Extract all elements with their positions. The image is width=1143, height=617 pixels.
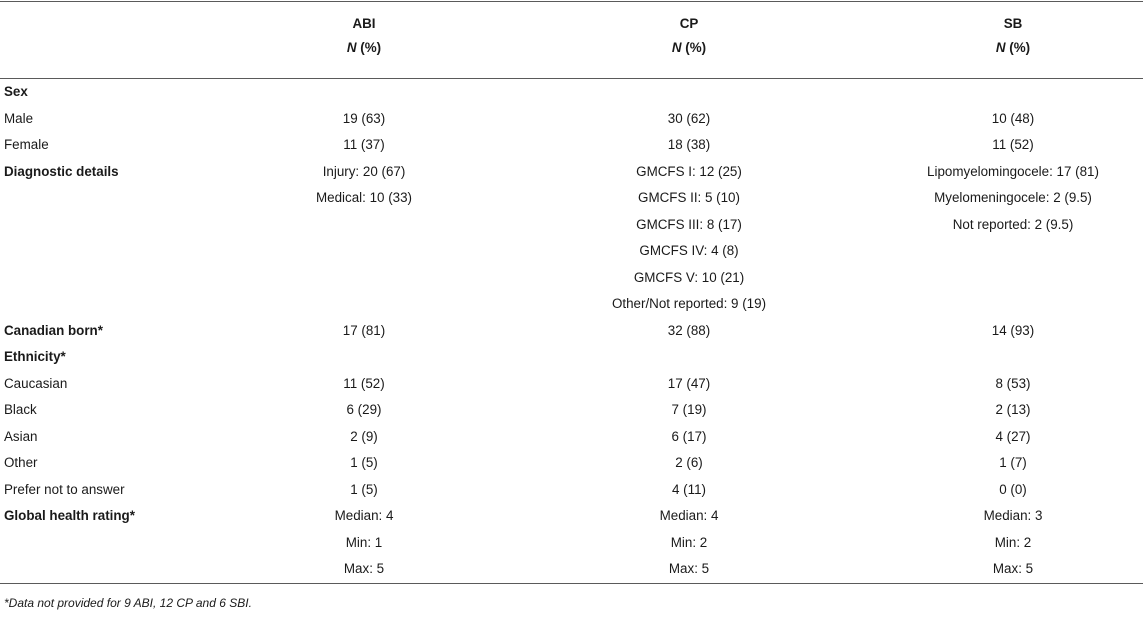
table-header-rule — [0, 78, 1143, 79]
table-cell: 6 (29) — [346, 402, 382, 417]
table-cell: 2 (13) — [995, 402, 1031, 417]
table-cell: GMCFS II: 5 (10) — [638, 190, 740, 205]
row-label: Canadian born* — [4, 322, 103, 338]
table-cell: 10 (48) — [991, 110, 1035, 126]
subheader-percent: (%) — [356, 40, 382, 55]
table-row — [0, 137, 1143, 164]
table-row — [0, 217, 1143, 244]
table-cell: GMCFS IV: 4 (8) — [639, 243, 739, 258]
row-label: Black — [4, 402, 37, 417]
table-cell: 30 (62) — [667, 110, 711, 126]
row-label: Other — [4, 455, 38, 470]
table-row — [0, 243, 1143, 270]
table-cell: 7 (19) — [671, 402, 707, 417]
table-row — [0, 402, 1143, 429]
table-cell: 1 (5) — [350, 481, 378, 497]
table-row — [0, 349, 1143, 376]
row-label: Female — [4, 137, 49, 152]
column-subheader-cp — [672, 40, 706, 55]
row-label: Ethnicity* — [4, 349, 66, 364]
column-subheader-abi — [347, 40, 381, 55]
table-cell: Medical: 10 (33) — [315, 190, 413, 205]
table-cell: 19 (63) — [342, 110, 386, 126]
table-cell: Median: 3 — [983, 508, 1043, 523]
table-cell: Max: 5 — [668, 561, 710, 576]
table-cell: Min: 1 — [345, 534, 383, 550]
table-cell: 32 (88) — [667, 322, 711, 338]
table-cell: 8 (53) — [995, 375, 1031, 391]
table-cell: 2 (9) — [350, 428, 378, 444]
table-row — [0, 323, 1143, 350]
table-cell: 2 (6) — [675, 455, 703, 470]
table-row — [0, 190, 1143, 217]
subheader-n: N — [671, 40, 682, 55]
table-cell: Min: 2 — [670, 534, 708, 550]
table-cell: 17 (47) — [667, 375, 711, 391]
table-cell: 17 (81) — [342, 322, 386, 338]
column-header-sb: SB — [1003, 16, 1023, 31]
column-header-cp: CP — [679, 16, 699, 31]
table-cell: Median: 4 — [659, 508, 719, 523]
table-cell: 18 (38) — [667, 137, 711, 152]
table-cell: 4 (11) — [672, 481, 706, 497]
row-label: Asian — [4, 428, 38, 444]
table-row — [0, 455, 1143, 482]
table-cell: Lipomyelomingocele: 17 (81) — [927, 163, 1099, 179]
table-cell: Myelomeningocele: 2 (9.5) — [934, 190, 1092, 205]
table-row — [0, 508, 1143, 535]
table-cell: Injury: 20 (67) — [322, 163, 406, 179]
table-cell: 0 (0) — [999, 481, 1027, 497]
subheader-percent: (%) — [681, 40, 707, 55]
row-label: Prefer not to answer — [4, 481, 125, 497]
column-subheader-sb — [996, 40, 1030, 55]
table-row — [0, 111, 1143, 138]
table-cell: Min: 2 — [994, 534, 1032, 550]
table-cell: Max: 5 — [992, 561, 1034, 576]
table-cell: GMCFS I: 12 (25) — [636, 163, 742, 179]
subheader-n: N — [346, 40, 357, 55]
table-row — [0, 376, 1143, 403]
table-cell: 11 (52) — [343, 375, 385, 391]
table-cell: 11 (37) — [343, 137, 385, 152]
table-cell: Not reported: 2 (9.5) — [952, 216, 1074, 232]
table-bottom-rule — [0, 583, 1143, 584]
row-label: Global health rating* — [4, 508, 135, 523]
table-cell: 6 (17) — [671, 428, 707, 444]
table-cell: Median: 4 — [334, 508, 394, 523]
table-cell: 4 (27) — [995, 428, 1031, 444]
table-row — [0, 535, 1143, 562]
table-cell: Max: 5 — [343, 561, 385, 576]
table-row — [0, 270, 1143, 297]
table-footnote: *Data not provided for 9 ABI, 12 CP and 6 SBI. — [4, 596, 252, 610]
row-label: Diagnostic details — [4, 163, 119, 179]
table-row — [0, 482, 1143, 509]
subheader-percent: (%) — [1005, 40, 1031, 55]
table-row — [0, 84, 1143, 111]
table-cell: 14 (93) — [991, 322, 1035, 338]
table-row — [0, 296, 1143, 323]
table-row — [0, 164, 1143, 191]
row-label: Male — [4, 110, 34, 126]
row-label: Sex — [4, 84, 28, 99]
table-row — [0, 429, 1143, 456]
table-cell: 11 (52) — [992, 137, 1034, 152]
table-cell: 1 (5) — [350, 455, 378, 470]
table-cell: GMCFS V: 10 (21) — [633, 269, 745, 285]
table-cell: GMCFS III: 8 (17) — [636, 216, 742, 232]
table-cell: Other/Not reported: 9 (19) — [611, 296, 767, 311]
table-top-rule — [0, 1, 1143, 2]
subheader-n: N — [995, 40, 1006, 55]
row-label: Caucasian — [4, 375, 68, 391]
column-header-abi: ABI — [352, 16, 376, 31]
table-cell: 1 (7) — [999, 455, 1027, 470]
